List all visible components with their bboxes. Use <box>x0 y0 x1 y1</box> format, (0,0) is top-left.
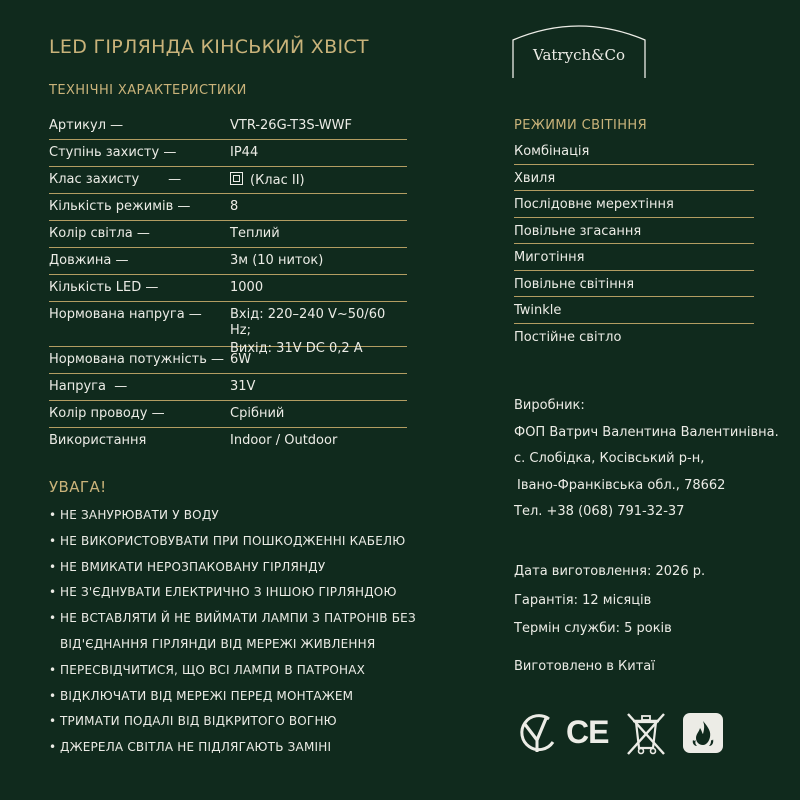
spec-value: Срібний <box>230 406 285 421</box>
brand-name: Vatrych&Co <box>533 46 625 64</box>
manufacturer-address-line1: с. Слобідка, Косівський р-н, <box>514 451 705 466</box>
spec-label: Кількість LED — <box>49 280 159 295</box>
spec-row-rated-voltage <box>49 302 407 356</box>
warning-text: ВІД'ЄДНАННЯ ГІРЛЯНДИ ВІД МЕРЕЖІ ЖИВЛЕННЯ <box>60 636 376 651</box>
warning-text: ТРИМАТИ ПОДАЛІ ВІД ВІДКРИТОГО ВОГНЮ <box>60 714 337 729</box>
warning-item <box>49 606 416 632</box>
warning-text: ДЖЕРЕЛА СВІТЛА НЕ ПІДЛЯГАЮТЬ ЗАМІНІ <box>60 740 332 755</box>
spec-row-led-count <box>49 275 407 302</box>
specs-table <box>49 113 407 454</box>
spec-row-voltage <box>49 374 407 401</box>
spec-value: VTR-26G-T3S-WWF <box>230 118 352 133</box>
spec-row-wire-color <box>49 401 407 428</box>
spec-label: Колір світла — <box>49 226 150 241</box>
warning-heading: УВАГА! <box>49 478 107 496</box>
manufacturer-name: ФОП Ватрич Валентина Валентинівна. <box>514 424 779 440</box>
spec-label: Довжина — <box>49 253 129 268</box>
warning-text: НЕ ВМИКАТИ НЕРОЗПАКОВАНУ ГІРЛЯНДУ <box>60 559 326 574</box>
specs-heading: ТЕХНІЧНІ ХАРАКТЕРИСТИКИ <box>49 83 247 98</box>
spec-label: Клас захисту — <box>49 172 182 187</box>
warning-text: ПЕРЕСВІДЧИТИСЯ, ЩО ВСІ ЛАМПИ В ПАТРОНАХ <box>60 662 366 677</box>
page-title: LED ГІРЛЯНДА КІНСЬКИЙ ХВІСТ <box>49 36 369 58</box>
mode-item: Повільне світіння <box>514 271 754 298</box>
warning-text: НЕ ВСТАВЛЯТИ Й НЕ ВИЙМАТИ ЛАМПИ З ПАТРОНІВ БЕЗ <box>60 611 416 626</box>
spec-value: 1000 <box>230 280 264 295</box>
warning-item <box>49 555 416 581</box>
spec-label: Напруга — <box>49 379 128 394</box>
warning-item <box>49 684 416 710</box>
spec-label: Нормована потужність — <box>49 352 225 367</box>
spec-value: (Клас II) <box>250 173 305 188</box>
warranty: Гарантія: 12 місяців <box>514 592 652 608</box>
mode-item: Послідовне мерехтіння <box>514 191 754 218</box>
bullet-icon: • <box>49 688 57 703</box>
warning-item <box>49 709 416 735</box>
spec-row-length <box>49 248 407 275</box>
spec-value: Indoor / Outdoor <box>230 433 338 448</box>
spec-value: 3м (10 ниток) <box>230 253 324 268</box>
product-info-block <box>514 558 705 681</box>
warning-item <box>49 580 416 606</box>
service-life: Термін служби: 5 років <box>514 621 672 636</box>
spec-row-usage <box>49 428 407 454</box>
mode-item: Миготіння <box>514 244 754 271</box>
class-ii-icon <box>230 172 243 185</box>
bullet-icon: • <box>49 714 57 729</box>
manufacturer-block <box>514 393 779 526</box>
brand-logo <box>510 16 648 80</box>
country-of-origin: Виготовлено в Китаї <box>514 658 655 674</box>
spec-value-output: Вихід: 31V DC 0,2 A <box>230 341 363 356</box>
warning-item <box>49 658 416 684</box>
modes-list <box>514 138 754 350</box>
modes-heading: РЕЖИМИ СВІТІННЯ <box>514 118 648 133</box>
spec-label: Використання <box>49 433 147 448</box>
mode-item: Постійне світло <box>514 329 622 345</box>
mode-item: Комбінація <box>514 138 754 165</box>
spec-row-light-color <box>49 221 407 248</box>
spec-value: Теплий <box>230 226 280 241</box>
bullet-icon: • <box>49 533 57 548</box>
spec-value: 6W <box>230 352 252 367</box>
spec-value-input: Вхід: 220–240 V~50/60 Hz; <box>230 307 386 338</box>
flame-hazard-icon <box>682 712 724 754</box>
spec-row-modes-count <box>49 194 407 221</box>
bullet-icon: • <box>49 740 57 755</box>
spec-value: 8 <box>230 199 239 214</box>
spec-label: Нормована напруга — <box>49 307 202 322</box>
spec-label: Ступінь захисту — <box>49 145 177 160</box>
bullet-icon: • <box>49 508 57 522</box>
bullet-icon: • <box>49 662 57 677</box>
ukr-conformity-icon <box>514 710 560 756</box>
manufacturer-phone: Тел. +38 (068) 791-32-37 <box>514 504 685 519</box>
warning-item <box>49 735 416 761</box>
warning-item-continuation <box>49 632 416 658</box>
manufacture-date: Дата виготовлення: 2026 р. <box>514 564 706 579</box>
spec-row-rated-power <box>49 347 407 374</box>
spec-row-article <box>49 113 407 140</box>
spec-row-ingress <box>49 140 407 167</box>
spec-label: Артикул — <box>49 118 124 133</box>
warning-text: НЕ ЗАНУРЮВАТИ У ВОДУ <box>60 508 219 522</box>
spec-value-wrap <box>230 167 407 189</box>
warning-text: НЕ ВИКОРИСТОВУВАТИ ПРИ ПОШКОДЖЕННІ КАБЕЛЮ <box>60 533 406 548</box>
weee-bin-icon <box>624 710 668 756</box>
warning-item <box>49 503 416 529</box>
mode-item: Повільне згасання <box>514 218 754 245</box>
mode-item: Twinkle <box>514 297 754 324</box>
spec-label: Колір проводу — <box>49 406 165 421</box>
bullet-icon: • <box>49 559 57 574</box>
bullet-icon: • <box>49 611 57 626</box>
spec-label: Кількість режимів — <box>49 199 191 214</box>
spec-value: 31V <box>230 379 256 394</box>
manufacturer-address-line2: Івано-Франківська обл., 78662 <box>517 477 726 493</box>
certification-icons <box>514 710 750 756</box>
spec-value: IP44 <box>230 145 259 160</box>
warning-item <box>49 529 416 555</box>
ce-mark-icon: CE <box>566 714 609 750</box>
spec-row-protection-class <box>49 167 407 194</box>
warning-text: НЕ З'ЄДНУВАТИ ЕЛЕКТРИЧНО З ІНШОЮ ГІРЛЯНДОЮ <box>60 585 397 600</box>
warning-list <box>49 503 416 761</box>
spacer <box>514 644 705 653</box>
warning-text: ВІДКЛЮЧАТИ ВІД МЕРЕЖІ ПЕРЕД МОНТАЖЕМ <box>60 688 354 703</box>
manufacturer-heading: Виробник: <box>514 398 585 413</box>
mode-item: Хвиля <box>514 165 754 192</box>
bullet-icon: • <box>49 585 57 600</box>
